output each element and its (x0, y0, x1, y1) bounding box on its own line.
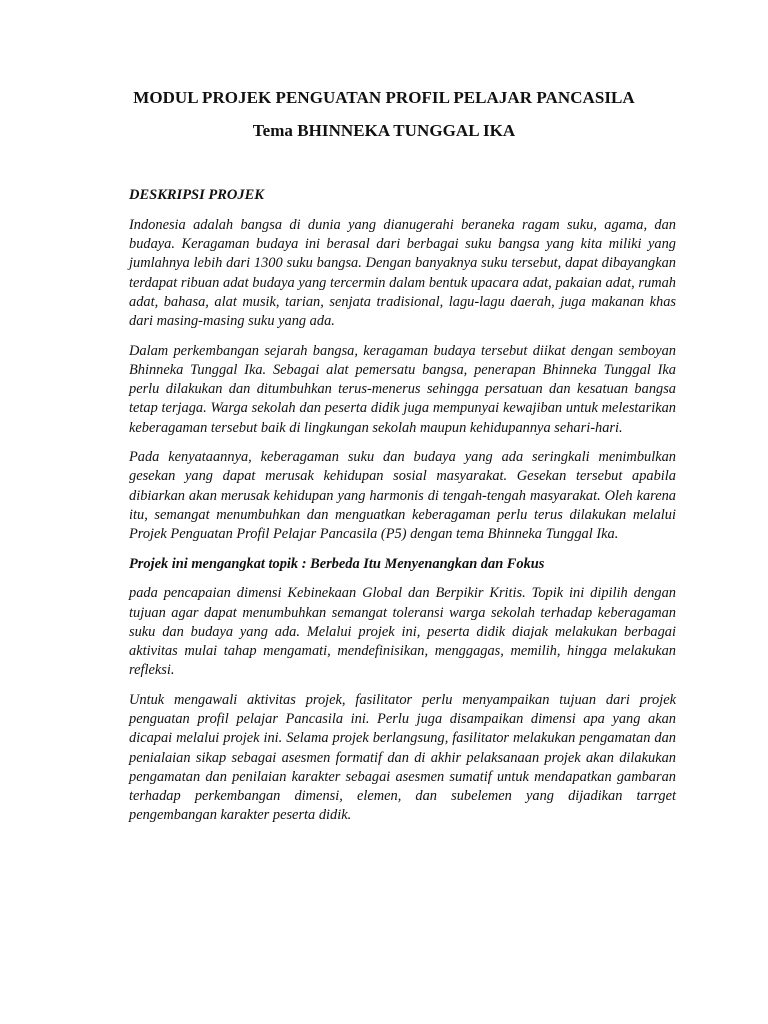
paragraph-2: Dalam perkembangan sejarah bangsa, keragaman budaya tersebut diikat dengan semboyan Bhinneka Tunggal Ika. Sebagai alat pemersatu bangsa, penerapan Bhinneka Tunggal Ika perlu dilakukan dan ditumbuhkan terus-menerus sehingga persatuan dan kesatuan bangsa tetap terjaga. Warga sekolah dan peserta didik juga mempunyai kewajiban untuk melestarikan keberagaman tersebut baik di lingkungan sekolah maupun kehidupannya sehari-hari. (129, 342, 676, 436)
document-title: MODUL PROJEK PENGUATAN PROFIL PELAJAR PANCASILA (133, 88, 635, 107)
document-body (129, 185, 676, 836)
document-subtitle: Tema BHINNEKA TUNGGAL IKA (252, 121, 516, 140)
paragraph-5: Untuk mengawali aktivitas projek, fasilitator perlu menyampaikan tujuan dari projek penguatan profil pelajar Pancasila ini. Perlu juga disampaikan dimensi apa yang akan dicapai melalui projek ini. Selama projek berlangsung, fasilitator melakukan pengamatan dan penialaian sikap sebagai asesmen formatif dan di akhir pelaksanaan projek akan dilakukan pengamatan dan penilaian karakter sebagai asesmen sumatif untuk mendapatkan gambaran terhadap perkembangan dimensi, elemen, dan subelemen yang dijadikan tarrget pengembangan karakter peserta didik. (129, 691, 676, 824)
paragraph-4: pada pencapaian dimensi Kebinekaan Global dan Berpikir Kritis. Topik ini dipilih dengan tujuan agar dapat menumbuhkan semangat toleransi warga sekolah terhadap keberagaman suku dan budaya yang ada. Melalui projek ini, peserta didik diajak melakukan berbagai aktivitas mulai tahap mengamati, mendefinisikan, menggagas, memilih, hingga melakukan refleksi. (129, 585, 676, 679)
paragraph-1: Indonesia adalah bangsa di dunia yang dianugerahi beraneka ragam suku, agama, dan budaya. Keragaman budaya ini berasal dari berbagai suku bangsa yang kita miliki yang jumlahnya lebih dari 1300 suku bangsa. Dengan banyaknya suku tersebut, dapat dibayangkan terdapat ribuan adat budaya yang tercermin dalam bentuk upacara adat, pakaian adat, rumah adat, bahasa, alat musik, tarian, senjata tradisional, lagu-lagu daerah, juga makanan khas dari masing-masing suku yang ada. (129, 217, 676, 330)
topic-heading: Projek ini mengangkat topik : Berbeda Itu Menyenangkan dan Fokus (129, 555, 545, 572)
section-heading: DESKRIPSI PROJEK (129, 187, 264, 203)
paragraph-3: Pada kenyataannya, keberagaman suku dan budaya yang ada seringkali menimbulkan gesekan yang dapat merusak kehidupan sosial masyarakat. Gesekan tersebut apabila dibiarkan akan merusak kehidupan yang harmonis di tengah-tengah masyarakat. Oleh karena itu, semangat menumbuhkan dan menguatkan keberagaman perlu terus dilakukan melalui Projek Penguatan Profil Pelajar Pancasila (P5) dengan tema Bhinneka Tunggal Ika. (129, 449, 676, 543)
